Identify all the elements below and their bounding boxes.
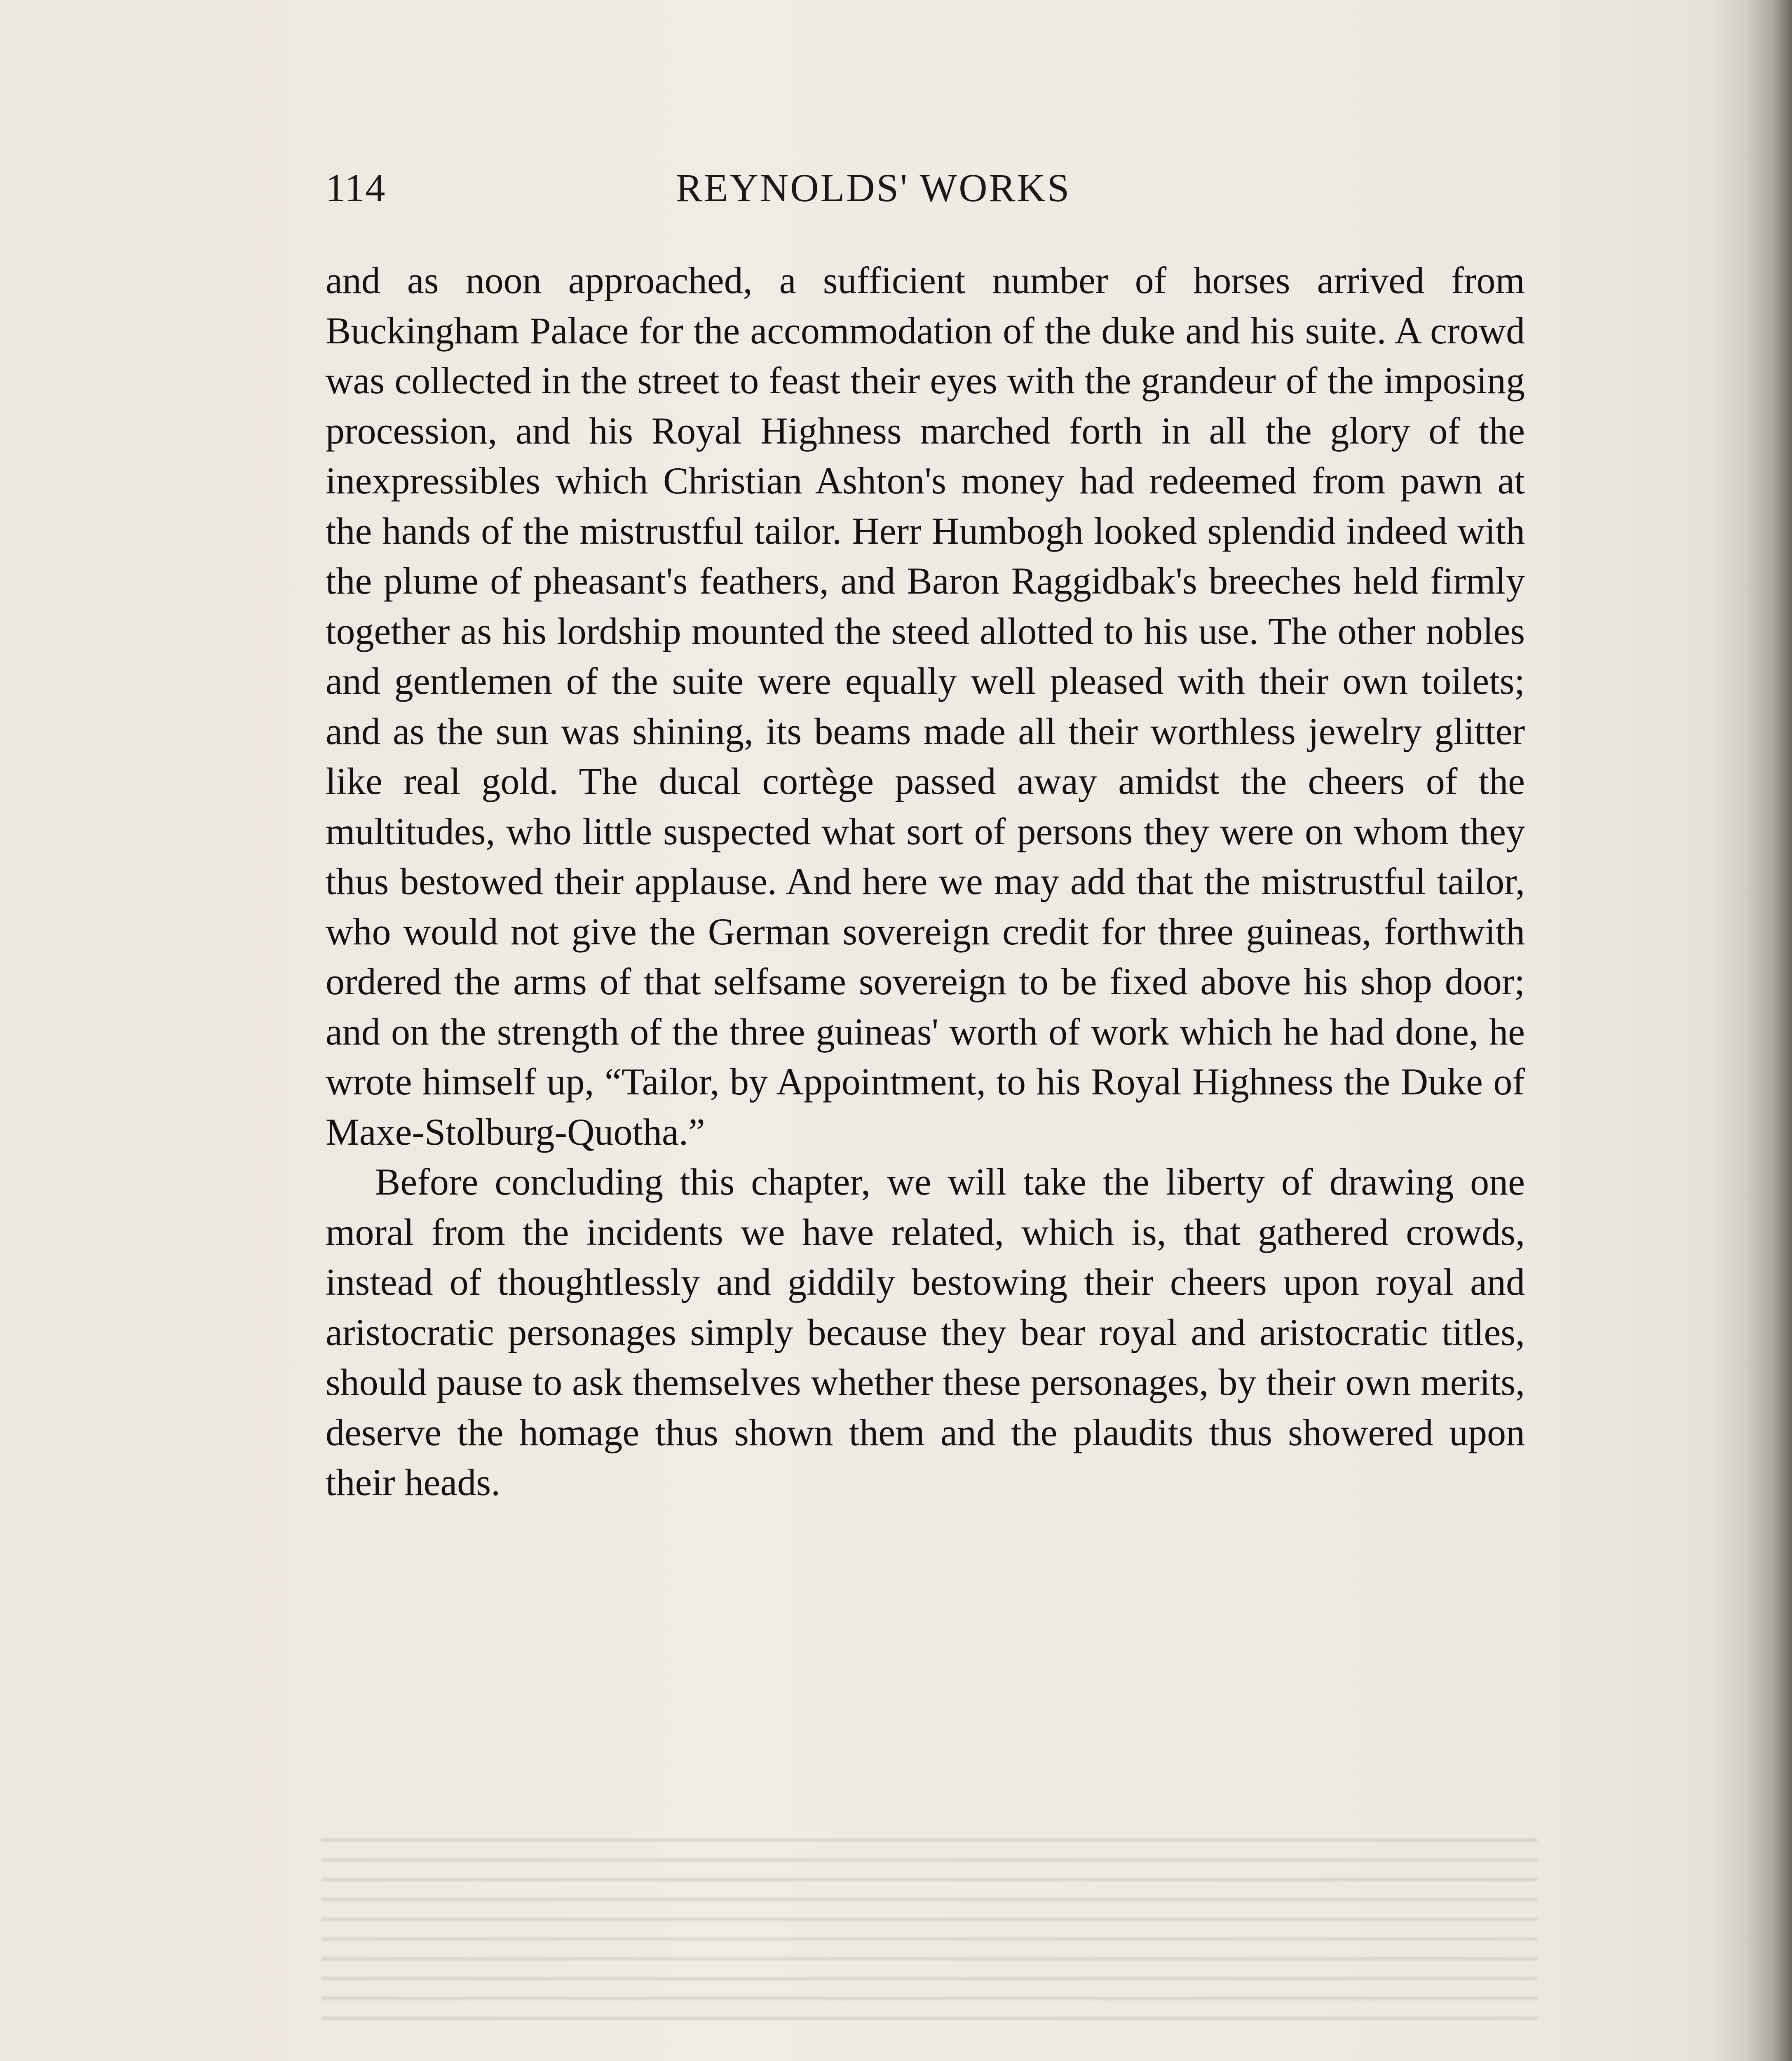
show-through-texture: [321, 1814, 1537, 2061]
body-text: [326, 256, 1525, 1508]
page-edge-shadow: [1715, 0, 1792, 2061]
page-number: 114: [326, 166, 386, 210]
running-head: REYNOLDS' WORKS: [676, 166, 1071, 210]
paragraph-1: and as noon approached, a sufficient number of horses arrived from Buckingham Palace for the accommodation of the duke and his suite. A crowd was collected in the street to feast their eyes with the grandeur of the imposing procession, and his Royal Highness marched forth in all the glory of the inexpressibles which Christian Ashton's money had redeemed from pawn at the hands of the mistrustful tailor. Herr Humbogh looked splendid indeed with the plume of pheasant's feathers, and Baron Raggidbak's breeches held firmly together as his lordship mounted the steed allotted to his use. The other nobles and gentlemen of the suite were equally well pleased with their own toilets; and as the sun was shining, its beams made all their worthless jewelry glitter like real gold. The ducal cortège passed away amidst the cheers of the multitudes, who little suspected what sort of persons they were on whom they thus bestowed their applause. And here we may add that the mistrustful tailor, who would not give the German sovereign credit for three guineas, forthwith ordered the arms of that selfsame sovereign to be fixed above his shop door; and on the strength of the three guineas' worth of work which he had done, he wrote himself up, “Tailor, by Appointment, to his Royal Highness the Duke of Maxe-Stolburg-Quotha.”: [326, 259, 1525, 1153]
page-header: [326, 165, 1525, 223]
paragraph-2: Before concluding this chapter, we will take the liberty of drawing one moral from the incidents we have related, which is, that gathered crowds, instead of thoughtlessly and giddily bestowing their cheers upon royal and aristocratic personages simply because they bear royal and aristocratic titles, should pause to ask themselves whether these personages, by their own merits, deserve the homage thus shown them and the plaudits thus showered upon their heads.: [326, 1161, 1525, 1503]
